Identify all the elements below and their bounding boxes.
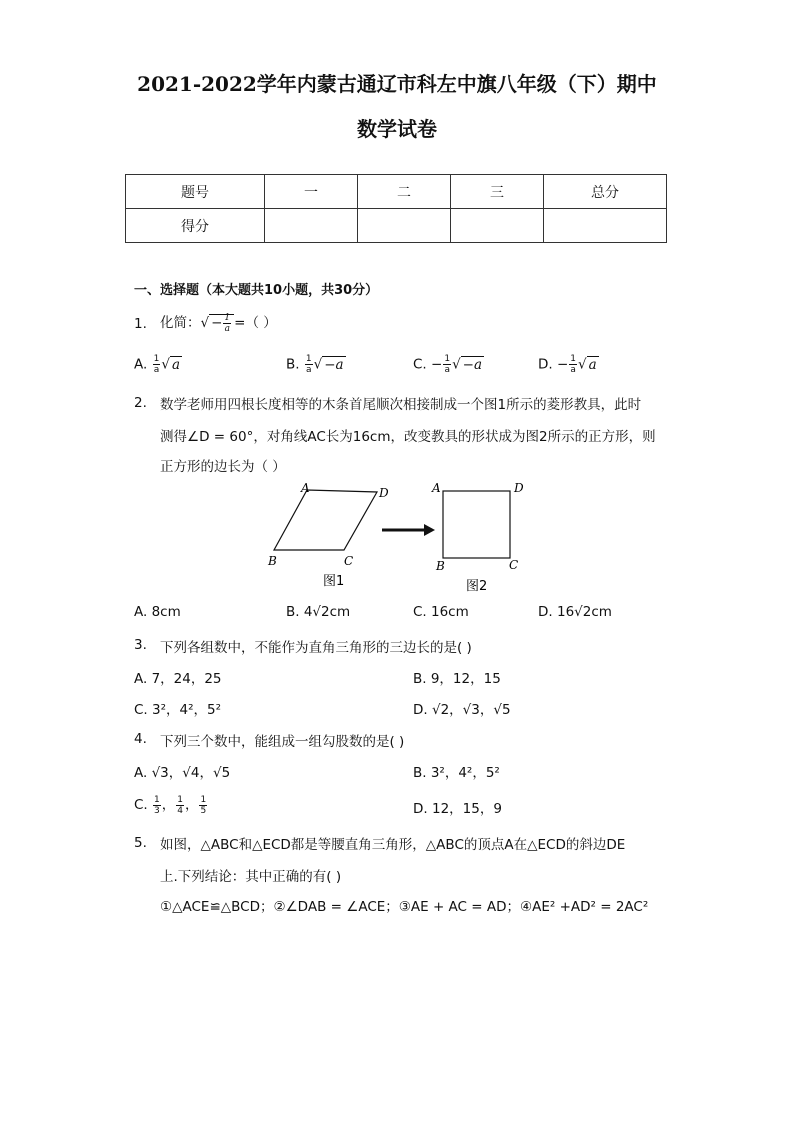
option-a: A. √3，√4，√5 (134, 765, 231, 781)
table-cell (544, 209, 667, 243)
option-label: C. (413, 356, 427, 373)
table-cell (265, 209, 358, 243)
table-cell (358, 209, 451, 243)
question-text: 数学老师用四根长度相等的木条首尾顺次相接制成一个图1所示的菱形教具，此时 (160, 397, 642, 413)
option-label: D. (538, 356, 553, 373)
vertex-label: A (432, 481, 441, 495)
table-cell: 二 (358, 175, 451, 209)
table-cell (451, 209, 544, 243)
question-number: 1. (134, 316, 147, 332)
question-text: 化简： (160, 315, 201, 331)
page-title-line1: 2021-2022学年内蒙古通辽市科左中旗八年级（下）期中 (137, 72, 657, 96)
option-b: B. $\frac{1}{a}$ √ −a (286, 354, 344, 375)
question-text: 下列三个数中，能组成一组勾股数的是( ) (160, 734, 405, 750)
question-number: 5. (134, 835, 147, 851)
option-label: B. (286, 356, 300, 373)
table-row (126, 209, 667, 243)
vertex-label: D (379, 486, 389, 500)
figure-caption: 图2 (466, 579, 488, 594)
option-b: B. 3²，4²，5² (413, 765, 500, 781)
vertex-label: B (436, 559, 445, 573)
question-text: 正方形的边长为（ ） (160, 459, 286, 475)
vertex-label: D (514, 481, 524, 495)
page-title-line2: 数学试卷 (357, 117, 437, 141)
arrow-head-icon (424, 524, 435, 536)
option-a: A. 8cm (134, 604, 181, 620)
vertex-label: B (268, 554, 277, 568)
question-number: 3. (134, 637, 147, 653)
table-cell: 一 (265, 175, 358, 209)
option-label: A. (134, 356, 148, 373)
option-d: D. 12，15，9 (413, 801, 502, 817)
option-c: C. 16cm (413, 604, 469, 620)
question-text: 上.下列结论：其中正确的有( ) (160, 869, 342, 885)
option-a: A. $\frac{1}{a}$ √ a (134, 354, 180, 375)
question-text: ①△ACE≌△BCD；②∠DAB = ∠ACE；③AE + AC = AD；④AE² +AD² = 2AC² (160, 899, 649, 915)
section-heading: 一、选择题（本大题共10小题，共30分） (134, 283, 379, 298)
question-text: 测得∠D = 60°，对角线AC长为16cm，改变教具的形状成为图2所示的正方形，则 (160, 429, 656, 445)
vertex-label: C (344, 554, 354, 568)
question-text: 下列各组数中，不能作为直角三角形的三边长的是( ) (160, 640, 472, 656)
option-d: D. √2，√3，√5 (413, 702, 511, 718)
table-row (126, 175, 667, 209)
question-number: 2. (134, 395, 147, 411)
option-c: C. 3²，4²，5² (134, 702, 222, 718)
figure-caption: 图1 (323, 574, 345, 589)
rhombus-shape (274, 490, 377, 550)
table-cell: 得分 (126, 209, 265, 243)
table-cell: 题号 (126, 175, 265, 209)
radical-expression: √ − $\frac{1}{a}$ (201, 314, 235, 331)
vertex-label: C (509, 558, 519, 572)
question-text: 如图，△ABC和△ECD都是等腰直角三角形，△ABC的顶点A在△ECD的斜边DE (160, 837, 626, 853)
vertex-label: A (301, 481, 310, 495)
option-d: D. − $\frac{1}{a}$ √ a (538, 354, 597, 375)
figure-rhombus-to-square (260, 478, 540, 598)
option-c: C. $\frac{1}{3}$ ， $\frac{1}{4}$ ， $\frac{1}{5}$ (134, 794, 207, 816)
square-shape (443, 491, 510, 558)
option-a: A. 7，24，25 (134, 671, 222, 687)
score-table (125, 174, 667, 243)
question-number: 4. (134, 731, 147, 747)
option-b: B. 9，12，15 (413, 671, 501, 687)
question-stem (160, 311, 277, 334)
table-cell: 总分 (544, 175, 667, 209)
option-c: C. − $\frac{1}{a}$ √ −a (413, 354, 483, 375)
option-b: B. 4√2cm (286, 604, 351, 620)
table-cell: 三 (451, 175, 544, 209)
option-label: C. (134, 797, 148, 813)
option-d: D. 16√2cm (538, 604, 612, 620)
question-text: =（ ） (234, 315, 277, 331)
